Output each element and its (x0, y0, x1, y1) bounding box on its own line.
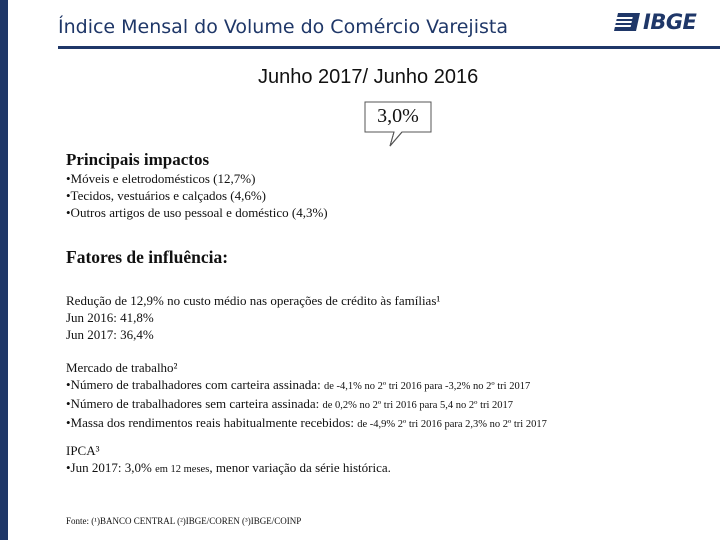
list-item (66, 395, 547, 414)
credit-block (66, 292, 440, 343)
page-title: Índice Mensal do Volume do Comércio Varejista (58, 16, 508, 38)
ipca-block (66, 442, 391, 478)
list-item: •Móveis e eletrodomésticos (12,7%) (66, 171, 256, 186)
credit-jun2016: Jun 2016: 41,8% (66, 310, 154, 325)
labor-block (66, 359, 547, 433)
labor-title: Mercado de trabalho² (66, 360, 178, 375)
credit-line: Redução de 12,9% no custo médio nas operações de crédito às famílias¹ (66, 293, 441, 308)
labor-item-detail: de -4,9% 2º tri 2016 para 2,3% no 2º tri 2017 (357, 419, 547, 430)
impacts-heading: Principais impactos (66, 150, 210, 169)
ipca-suffix: , menor variação da série histórica. (209, 460, 391, 475)
labor-item-detail: de 0,2% no 2º tri 2016 para 5,4 no 2º tri 2017 (322, 400, 514, 411)
source-note: Fonte: (¹)BANCO CENTRAL (²)IBGE/COREN (³)IBGE/COINP (66, 516, 302, 526)
period-label: Junho 2017/ Junho 2016 (258, 66, 479, 88)
ibge-logo-text: IBGE (643, 10, 697, 34)
ibge-logo-mark-icon (612, 11, 642, 33)
list-item (66, 376, 547, 395)
ipca-prefix: •Jun 2017: 3,0% (66, 460, 156, 475)
credit-jun2017: Jun 2017: 36,4% (66, 327, 154, 342)
ibge-logo (612, 10, 696, 34)
headline-callout (364, 101, 432, 147)
ipca-period: em 12 meses (155, 464, 210, 475)
headline-value: 3,0% (377, 105, 419, 127)
labor-item-detail: de -4,1% no 2º tri 2016 para -3,2% no 2º tri 2017 (323, 381, 531, 392)
impacts-list (66, 170, 328, 221)
list-item (66, 414, 547, 433)
list-item: •Outros artigos de uso pessoal e doméstico (4,3%) (66, 205, 328, 220)
labor-item-main: •Massa dos rendimentos reais habitualmente recebidos: (66, 415, 358, 430)
list-item (66, 459, 391, 478)
list-item: •Tecidos, vestuários e calçados (4,6%) (66, 188, 267, 203)
factors-heading: Fatores de influência: (66, 247, 229, 267)
header-divider (58, 46, 720, 49)
left-accent-bar (0, 0, 8, 540)
labor-item-main: •Número de trabalhadores com carteira assinada: (66, 377, 324, 392)
labor-item-main: •Número de trabalhadores sem carteira assinada: (66, 396, 323, 411)
ipca-title: IPCA³ (66, 443, 100, 458)
